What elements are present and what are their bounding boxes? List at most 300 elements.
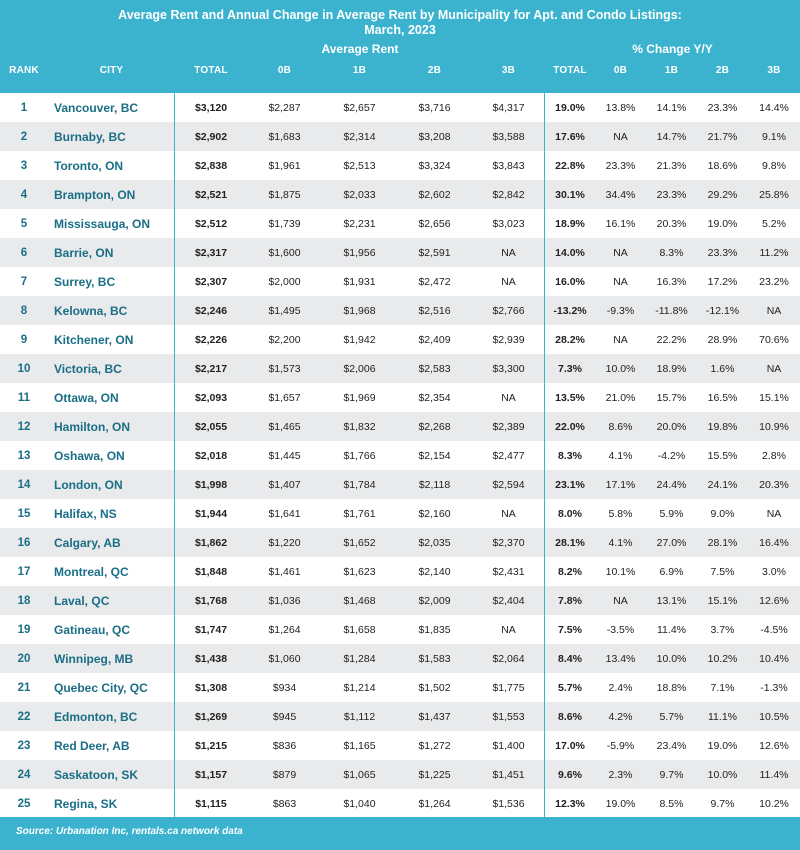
rank-cell: 19: [17, 623, 31, 636]
avg-2b-cell: $2,140: [418, 565, 451, 578]
change-0b-cell: 13.8%: [605, 101, 636, 114]
avg-1b-cell: $1,969: [343, 391, 376, 404]
avg-1b-cell: $1,968: [322, 296, 397, 325]
table-row: [0, 528, 800, 557]
rank-cell: 13: [17, 449, 31, 462]
change-2b-cell: 18.6%: [707, 159, 738, 172]
rank-cell: 25: [17, 797, 31, 810]
change-0b-cell: 2.3%: [595, 760, 646, 789]
avg-0b-cell: $1,407: [247, 470, 322, 499]
avg-1b-cell: $1,065: [322, 760, 397, 789]
avg-2b-cell: $2,009: [397, 586, 472, 615]
rank-cell: 21: [17, 681, 31, 694]
change-2b-cell: 3.7%: [710, 623, 735, 636]
avg-2b-cell: $2,154: [418, 449, 451, 462]
avg-2b-cell: $1,502: [418, 681, 451, 694]
rank-cell: 17: [17, 565, 31, 578]
city-cell: Edmonton, BC: [48, 702, 175, 731]
change-3b-cell: -4.5%: [760, 623, 788, 636]
change-total-cell: 8.2%: [558, 565, 582, 578]
col-header-chg-1b: 1B: [664, 65, 679, 76]
rank-cell: 3: [20, 159, 28, 172]
city-cell: Brampton, ON: [48, 180, 175, 209]
change-total-cell: 17.6%: [545, 122, 595, 151]
avg-3b-cell: $2,477: [492, 449, 525, 462]
avg-0b-cell: $879: [247, 760, 322, 789]
avg-3b-cell: $2,594: [472, 470, 545, 499]
change-total-cell: 13.5%: [555, 391, 585, 404]
change-1b-cell: 20.0%: [646, 412, 697, 441]
rank-cell: 14: [0, 470, 48, 499]
change-1b-cell: 20.3%: [656, 217, 687, 230]
avg-3b-cell: $3,843: [492, 159, 525, 172]
avg-1b-cell: $1,652: [322, 528, 397, 557]
change-3b-cell: 15.1%: [759, 391, 789, 404]
avg-1b-cell: $1,284: [322, 644, 397, 673]
avg-1b-cell: $1,832: [322, 412, 397, 441]
col-header-avg-2b: 2B: [427, 65, 442, 76]
city-cell: Barrie, ON: [48, 238, 175, 267]
change-3b-cell: 10.9%: [748, 412, 800, 441]
avg-3b-cell: $1,536: [492, 797, 525, 810]
avg-0b-cell: $1,641: [268, 507, 301, 520]
change-0b-cell: 2.4%: [608, 681, 633, 694]
change-total-cell: 7.5%: [558, 623, 582, 636]
table-row: [0, 499, 800, 528]
change-2b-cell: 28.9%: [707, 333, 738, 346]
change-2b-cell: 1.6%: [697, 354, 748, 383]
change-2b-cell: 17.2%: [707, 275, 738, 288]
table-row: [0, 586, 800, 615]
avg-total-cell: $1,157: [175, 760, 247, 789]
change-1b-cell: 8.3%: [646, 238, 697, 267]
rank-cell: 9: [20, 333, 28, 346]
avg-total-cell: $2,512: [194, 217, 228, 230]
avg-0b-cell: $836: [272, 739, 297, 752]
rank-cell: 16: [0, 528, 48, 557]
change-total-cell: 28.1%: [545, 528, 595, 557]
avg-1b-cell: $1,942: [343, 333, 376, 346]
change-2b-cell: 19.0%: [707, 739, 738, 752]
change-2b-cell: 23.3%: [697, 238, 748, 267]
avg-total-cell: $2,307: [194, 275, 228, 288]
change-total-cell: 12.3%: [555, 797, 585, 810]
avg-2b-cell: $1,835: [418, 623, 451, 636]
avg-total-cell: $1,747: [194, 623, 228, 636]
change-3b-cell: 14.4%: [759, 101, 789, 114]
change-0b-cell: NA: [613, 333, 628, 346]
change-2b-cell: 21.7%: [697, 122, 748, 151]
rank-cell: 15: [17, 507, 31, 520]
change-0b-cell: -5.9%: [606, 739, 635, 752]
city-cell: Red Deer, AB: [54, 738, 130, 753]
change-1b-cell: 27.0%: [646, 528, 697, 557]
divider-change: [544, 93, 545, 817]
change-total-cell: 18.9%: [555, 217, 585, 230]
change-total-cell: 5.7%: [558, 681, 582, 694]
avg-1b-cell: $2,006: [322, 354, 397, 383]
avg-3b-cell: $1,400: [492, 739, 525, 752]
avg-1b-cell: $2,513: [343, 159, 376, 172]
change-2b-cell: 19.8%: [697, 412, 748, 441]
avg-0b-cell: $1,573: [247, 354, 322, 383]
table-row: [0, 644, 800, 673]
avg-total-cell: $2,902: [175, 122, 247, 151]
avg-2b-cell: $2,656: [418, 217, 451, 230]
avg-total-cell: $2,018: [194, 449, 228, 462]
avg-2b-cell: $1,583: [397, 644, 472, 673]
change-total-cell: 14.0%: [545, 238, 595, 267]
avg-1b-cell: $1,623: [343, 565, 376, 578]
table-row: [0, 122, 800, 151]
city-cell: Montreal, QC: [54, 564, 129, 579]
avg-0b-cell: $1,220: [247, 528, 322, 557]
avg-2b-cell: $2,118: [397, 470, 472, 499]
table-body: [0, 93, 800, 818]
avg-1b-cell: $1,766: [343, 449, 376, 462]
change-1b-cell: 5.7%: [646, 702, 697, 731]
change-total-cell: 8.4%: [545, 644, 595, 673]
change-0b-cell: -3.5%: [606, 623, 635, 636]
avg-3b-cell: $2,939: [492, 333, 525, 346]
avg-0b-cell: $863: [272, 797, 297, 810]
change-1b-cell: 24.4%: [646, 470, 697, 499]
col-header-chg-0b: 0B: [613, 65, 628, 76]
change-3b-cell: 11.4%: [748, 760, 800, 789]
avg-3b-cell: NA: [501, 507, 516, 520]
change-1b-cell: 16.3%: [656, 275, 687, 288]
change-total-cell: 7.8%: [545, 586, 595, 615]
change-total-cell: 30.1%: [545, 180, 595, 209]
change-3b-cell: 16.4%: [748, 528, 800, 557]
avg-0b-cell: $1,600: [247, 238, 322, 267]
avg-0b-cell: $945: [247, 702, 322, 731]
city-cell: London, ON: [48, 470, 175, 499]
rank-cell: 8: [0, 296, 48, 325]
avg-0b-cell: $934: [272, 681, 297, 694]
change-total-cell: -13.2%: [545, 296, 595, 325]
change-0b-cell: 8.6%: [595, 412, 646, 441]
table-row: [0, 383, 800, 412]
avg-total-cell: $2,317: [175, 238, 247, 267]
change-1b-cell: 10.0%: [646, 644, 697, 673]
change-0b-cell: 21.0%: [605, 391, 636, 404]
rank-cell: 2: [0, 122, 48, 151]
city-cell: Toronto, ON: [54, 158, 124, 173]
avg-3b-cell: $2,370: [472, 528, 545, 557]
change-1b-cell: 13.1%: [646, 586, 697, 615]
city-cell: Kelowna, BC: [48, 296, 175, 325]
avg-3b-cell: NA: [501, 623, 516, 636]
change-total-cell: 28.2%: [555, 333, 585, 346]
table-row: [0, 760, 800, 789]
avg-0b-cell: $1,495: [247, 296, 322, 325]
rank-cell: 10: [0, 354, 48, 383]
table-row: [0, 789, 800, 818]
avg-1b-cell: $1,112: [322, 702, 397, 731]
change-3b-cell: 23.2%: [759, 275, 789, 288]
city-cell: Kitchener, ON: [54, 332, 134, 347]
table-row: [0, 151, 800, 180]
col-header-avg-1b: 1B: [352, 65, 367, 76]
avg-total-cell: $1,215: [194, 739, 228, 752]
change-3b-cell: 3.0%: [762, 565, 786, 578]
change-0b-cell: NA: [595, 238, 646, 267]
city-cell: Surrey, BC: [54, 274, 116, 289]
table-row: [0, 93, 800, 122]
table-row: [0, 354, 800, 383]
city-cell: Burnaby, BC: [48, 122, 175, 151]
table-row: [0, 296, 800, 325]
change-2b-cell: 28.1%: [697, 528, 748, 557]
table-row: [0, 470, 800, 499]
change-total-cell: 8.6%: [545, 702, 595, 731]
rank-cell: 5: [20, 217, 28, 230]
change-0b-cell: -9.3%: [595, 296, 646, 325]
avg-1b-cell: $2,231: [343, 217, 376, 230]
rank-cell: 12: [0, 412, 48, 441]
table-row: [0, 238, 800, 267]
avg-3b-cell: NA: [501, 275, 516, 288]
change-total-cell: 22.0%: [545, 412, 595, 441]
change-3b-cell: NA: [766, 507, 782, 520]
avg-3b-cell: $2,404: [472, 586, 545, 615]
avg-3b-cell: $2,842: [472, 180, 545, 209]
city-cell: Laval, QC: [48, 586, 175, 615]
avg-1b-cell: $1,165: [343, 739, 376, 752]
avg-0b-cell: $2,200: [268, 333, 301, 346]
city-cell: Saskatoon, SK: [48, 760, 175, 789]
change-0b-cell: 13.4%: [595, 644, 646, 673]
change-1b-cell: -11.8%: [646, 296, 697, 325]
change-2b-cell: 24.1%: [697, 470, 748, 499]
avg-0b-cell: $1,683: [247, 122, 322, 151]
table-row: [0, 325, 800, 354]
avg-1b-cell: $2,657: [343, 101, 376, 114]
change-3b-cell: 20.3%: [748, 470, 800, 499]
change-2b-cell: 15.5%: [707, 449, 738, 462]
change-3b-cell: 70.6%: [759, 333, 789, 346]
change-2b-cell: 16.5%: [707, 391, 738, 404]
avg-0b-cell: $1,961: [268, 159, 301, 172]
city-cell: Calgary, AB: [48, 528, 175, 557]
change-0b-cell: 19.0%: [605, 797, 636, 810]
change-1b-cell: 18.8%: [656, 681, 687, 694]
change-3b-cell: 10.5%: [748, 702, 800, 731]
change-2b-cell: 19.0%: [707, 217, 738, 230]
rank-cell: 11: [17, 391, 31, 404]
city-cell: Regina, SK: [54, 796, 118, 811]
rank-cell: 22: [0, 702, 48, 731]
change-1b-cell: 8.5%: [659, 797, 684, 810]
avg-total-cell: $1,862: [175, 528, 247, 557]
change-3b-cell: 9.8%: [762, 159, 786, 172]
change-total-cell: 17.0%: [555, 739, 585, 752]
table-row: [0, 702, 800, 731]
avg-1b-cell: $2,314: [322, 122, 397, 151]
avg-0b-cell: $1,461: [268, 565, 301, 578]
avg-2b-cell: $2,583: [397, 354, 472, 383]
city-cell: Halifax, NS: [54, 506, 117, 521]
change-2b-cell: -12.1%: [697, 296, 748, 325]
change-3b-cell: 9.1%: [748, 122, 800, 151]
avg-1b-cell: $1,214: [343, 681, 376, 694]
change-1b-cell: 18.9%: [646, 354, 697, 383]
rank-cell: 24: [0, 760, 48, 789]
avg-1b-cell: $2,033: [322, 180, 397, 209]
avg-2b-cell: $2,602: [397, 180, 472, 209]
change-1b-cell: 9.7%: [646, 760, 697, 789]
change-3b-cell: -1.3%: [760, 681, 788, 694]
change-1b-cell: 21.3%: [656, 159, 687, 172]
avg-1b-cell: $1,468: [322, 586, 397, 615]
avg-2b-cell: $3,324: [418, 159, 451, 172]
table-row: [0, 412, 800, 441]
avg-2b-cell: $2,354: [418, 391, 451, 404]
avg-3b-cell: $3,023: [492, 217, 525, 230]
city-cell: Ottawa, ON: [54, 390, 119, 405]
change-1b-cell: 14.7%: [646, 122, 697, 151]
col-header-city: CITY: [99, 65, 124, 76]
rent-table: [0, 93, 800, 818]
table-row: [0, 673, 800, 702]
avg-total-cell: $2,521: [175, 180, 247, 209]
avg-3b-cell: $1,451: [472, 760, 545, 789]
change-3b-cell: 10.2%: [759, 797, 789, 810]
avg-2b-cell: $2,472: [418, 275, 451, 288]
rank-cell: 18: [0, 586, 48, 615]
avg-total-cell: $1,998: [175, 470, 247, 499]
change-0b-cell: 34.4%: [595, 180, 646, 209]
table-row: [0, 267, 800, 296]
avg-total-cell: $2,246: [175, 296, 247, 325]
change-1b-cell: 15.7%: [656, 391, 687, 404]
change-2b-cell: 10.2%: [697, 644, 748, 673]
group-average-rent: Average Rent: [321, 42, 399, 56]
change-0b-cell: 5.8%: [608, 507, 633, 520]
change-total-cell: 23.1%: [545, 470, 595, 499]
city-cell: Quebec City, QC: [54, 680, 148, 695]
city-cell: Vancouver, BC: [54, 100, 139, 115]
col-header-chg-2b: 2B: [715, 65, 730, 76]
avg-0b-cell: $1,445: [268, 449, 301, 462]
change-1b-cell: 14.1%: [656, 101, 687, 114]
city-cell: Oshawa, ON: [54, 448, 125, 463]
avg-2b-cell: $1,272: [418, 739, 451, 752]
change-0b-cell: 4.1%: [595, 528, 646, 557]
avg-2b-cell: $1,225: [397, 760, 472, 789]
city-cell: Mississauga, ON: [54, 216, 151, 231]
table-row: [0, 180, 800, 209]
change-total-cell: 7.3%: [545, 354, 595, 383]
avg-total-cell: $2,226: [194, 333, 228, 346]
change-0b-cell: 17.1%: [595, 470, 646, 499]
avg-0b-cell: $1,739: [268, 217, 301, 230]
avg-3b-cell: $3,300: [472, 354, 545, 383]
change-3b-cell: 2.8%: [762, 449, 786, 462]
change-1b-cell: 6.9%: [659, 565, 684, 578]
avg-3b-cell: $2,064: [472, 644, 545, 673]
avg-3b-cell: $4,317: [492, 101, 525, 114]
col-header-avg-3b: 3B: [501, 65, 516, 76]
change-3b-cell: 12.6%: [759, 739, 789, 752]
change-0b-cell: NA: [613, 275, 628, 288]
avg-2b-cell: $2,409: [418, 333, 451, 346]
avg-3b-cell: NA: [472, 238, 545, 267]
avg-total-cell: $2,838: [194, 159, 228, 172]
avg-total-cell: $1,848: [194, 565, 228, 578]
city-cell: Victoria, BC: [48, 354, 175, 383]
divider-city: [174, 93, 175, 817]
avg-3b-cell: $2,389: [472, 412, 545, 441]
avg-1b-cell: $1,956: [322, 238, 397, 267]
table-row: [0, 615, 800, 644]
avg-3b-cell: $3,588: [472, 122, 545, 151]
change-3b-cell: 11.2%: [748, 238, 800, 267]
change-0b-cell: 10.1%: [605, 565, 636, 578]
change-1b-cell: 22.2%: [656, 333, 687, 346]
avg-3b-cell: $2,766: [472, 296, 545, 325]
avg-total-cell: $1,768: [175, 586, 247, 615]
change-1b-cell: 23.3%: [646, 180, 697, 209]
city-cell: Hamilton, ON: [48, 412, 175, 441]
avg-0b-cell: $1,060: [247, 644, 322, 673]
avg-3b-cell: $2,431: [492, 565, 525, 578]
avg-3b-cell: $1,775: [492, 681, 525, 694]
change-2b-cell: 7.5%: [710, 565, 735, 578]
col-header-chg-3b: 3B: [767, 65, 781, 76]
change-total-cell: 8.3%: [558, 449, 582, 462]
change-0b-cell: 4.2%: [595, 702, 646, 731]
avg-total-cell: $1,269: [175, 702, 247, 731]
avg-1b-cell: $1,931: [343, 275, 376, 288]
change-0b-cell: 16.1%: [605, 217, 636, 230]
change-total-cell: 9.6%: [545, 760, 595, 789]
avg-2b-cell: $2,160: [418, 507, 451, 520]
change-2b-cell: 10.0%: [697, 760, 748, 789]
col-header-rank: RANK: [9, 65, 39, 76]
change-3b-cell: 25.8%: [748, 180, 800, 209]
avg-total-cell: $2,217: [175, 354, 247, 383]
change-1b-cell: 5.9%: [659, 507, 684, 520]
avg-0b-cell: $1,036: [247, 586, 322, 615]
report-title: [0, 8, 800, 38]
footer-band: [0, 817, 800, 850]
avg-1b-cell: $1,040: [343, 797, 376, 810]
avg-total-cell: $1,115: [195, 797, 227, 810]
col-header-avg-0b: 0B: [277, 65, 292, 76]
avg-1b-cell: $1,761: [343, 507, 376, 520]
avg-total-cell: $3,120: [194, 101, 228, 114]
title-line-2: March, 2023: [364, 23, 436, 37]
rank-cell: 20: [0, 644, 48, 673]
change-0b-cell: 10.0%: [595, 354, 646, 383]
source-note: Source: Urbanation Inc, rentals.ca network data: [16, 826, 243, 837]
rank-cell: 23: [17, 739, 31, 752]
avg-total-cell: $1,308: [194, 681, 228, 694]
rank-cell: 6: [0, 238, 48, 267]
change-total-cell: 16.0%: [555, 275, 585, 288]
change-0b-cell: NA: [595, 122, 646, 151]
avg-0b-cell: $1,657: [268, 391, 301, 404]
change-3b-cell: NA: [748, 354, 800, 383]
change-0b-cell: 23.3%: [605, 159, 636, 172]
header-band: [0, 0, 800, 93]
col-header-avg-total: TOTAL: [194, 65, 228, 76]
table-row: [0, 209, 800, 238]
avg-2b-cell: $3,716: [418, 101, 451, 114]
change-total-cell: 8.0%: [558, 507, 582, 520]
